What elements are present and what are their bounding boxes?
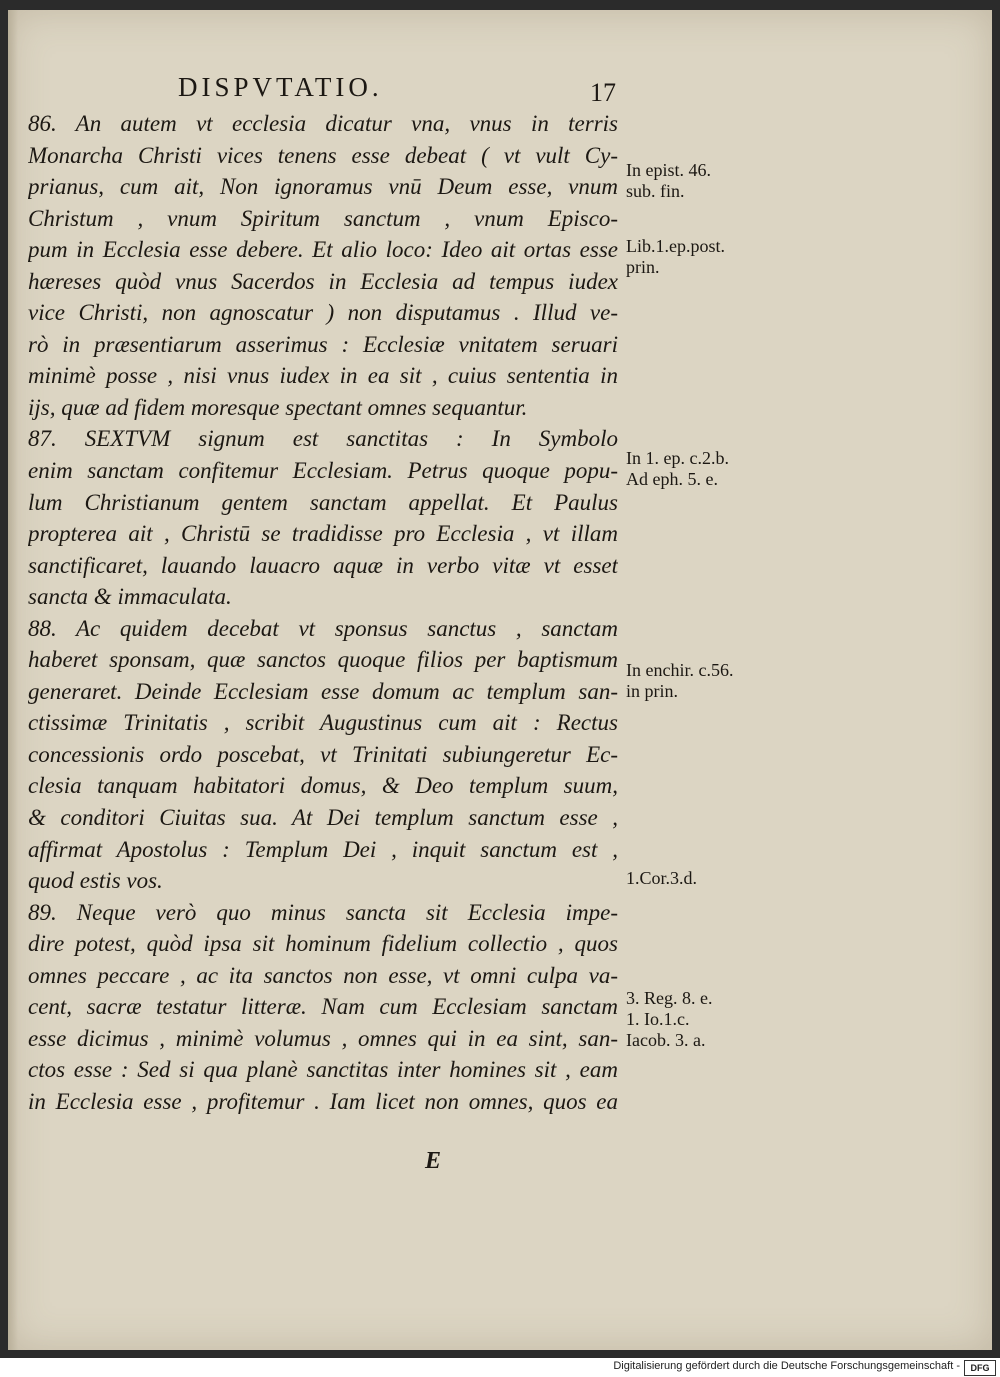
text-line: lum Christianum gentem sanctam appellat. Et Paulus (28, 489, 618, 515)
text-line: quod estis vos. (28, 868, 163, 894)
text-line: & conditori Ciuitas sua. At Dei templum sanctum esse , (28, 805, 618, 831)
text-line: generaret. Deinde Ecclesiam esse domum ac templum san- (28, 678, 618, 704)
text-line: rò in præsentiarum asserimus : Ecclesiæ vnitatem seruari (28, 331, 618, 357)
text-line: Monarcha Christi vices tenens esse debeat ( vt vult Cy- (28, 142, 618, 168)
text-line: in Ecclesia esse , profitemur . Iam licet non omnes, quos ea (28, 1088, 618, 1114)
margin-note-lib-1 (626, 236, 776, 278)
text-line: vice Christi, non agnoscatur ) non disputamus . Illud ve- (28, 300, 618, 326)
text-line: 89. Neque verò quo minus sancta sit Ecclesia impe- (28, 899, 618, 925)
text-line: 87. SEXTVM signum est sanctitas : In Symbolo (28, 426, 618, 452)
running-head: DISPVTATIO. (178, 72, 383, 102)
body-text (28, 108, 618, 1118)
text-line: enim sanctam confitemur Ecclesiam. Petrus quoque popu- (28, 458, 618, 484)
text-line: clesia tanquam habitatori domus, & Deo templum suum, (28, 773, 618, 799)
margin-note-reg-io-iacob (626, 988, 776, 1051)
text-line: prianus, cum ait, Non ignoramus vnū Deum esse, vnum (28, 174, 618, 200)
margin-note-1-cor (626, 868, 776, 889)
dfg-logo-icon: DFG (964, 1360, 996, 1376)
margin-note-1-ep (626, 448, 776, 490)
margin-note-line: In 1. ep. c.2.b. (626, 448, 729, 468)
text-line: propterea ait , Christū se tradidisse pro Ecclesia , vt illam (28, 521, 618, 547)
margin-note-line: 3. Reg. 8. e. (626, 988, 713, 1008)
text-line: haberet sponsam, quæ sanctos quoque filios per baptismum (28, 647, 618, 673)
text-line: ijs, quæ ad fidem moresque spectant omnes sequantur. (28, 394, 528, 420)
text-line: hæreses quòd vnus Sacerdos in Ecclesia ad tempus iudex (28, 268, 618, 294)
text-line: pum in Ecclesia esse debere. Et alio loco: Ideo ait ortas esse (28, 237, 618, 263)
margin-note-line: sub. fin. (626, 181, 685, 201)
text-line: cent, sacræ testatur litteræ. Nam cum Ecclesiam sanctam (28, 994, 618, 1020)
text-line: sanctificaret, lauando lauacro aquæ in verbo vitæ vt esset (28, 552, 618, 578)
signature-mark: E (425, 1148, 442, 1174)
text-line: concessionis ordo poscebat, vt Trinitati subiungeretur Ec- (28, 741, 618, 767)
margin-note-line: In epist. 46. (626, 160, 711, 180)
text-line: esse dicimus , minimè volumus , omnes qui in ea sint, san- (28, 1025, 618, 1051)
margin-note-line: in prin. (626, 681, 678, 701)
page-number: 17 (590, 78, 616, 107)
footer-credit: Digitalisierung gefördert durch die Deutsche Forschungsgemeinschaft - (613, 1360, 960, 1372)
text-line: omnes peccare , ac ita sanctos non esse, vt omni culpa va- (28, 962, 618, 988)
text-line: affirmat Apostolus : Templum Dei , inquit sanctum est , (28, 836, 618, 862)
margin-note-line: prin. (626, 257, 660, 277)
text-line: dire potest, quòd ipsa sit hominum fidelium collectio , quos (28, 931, 618, 957)
margin-note-enchir (626, 660, 776, 702)
text-line: minimè posse , nisi vnus iudex in ea sit , cuius sententia in (28, 363, 618, 389)
margin-note-line: 1. Io.1.c. (626, 1009, 690, 1029)
page-gutter-shadow (8, 10, 18, 1350)
text-line: ctos esse : Sed si qua planè sanctitas inter homines sit , eam (28, 1057, 618, 1083)
text-line: 86. An autem vt ecclesia dicatur vna, vnus in terris (28, 111, 618, 136)
margin-note-line: Lib.1.ep.post. (626, 236, 725, 256)
text-line: Christum , vnum Spiritum sanctum , vnum Episco- (28, 205, 618, 231)
margin-note-line: Ad eph. 5. e. (626, 469, 718, 489)
text-line: ctissimæ Trinitatis , scribit Augustinus cum ait : Rectus (28, 710, 618, 736)
margin-note-line: 1.Cor.3.d. (626, 868, 698, 888)
margin-note-line: Iacob. 3. a. (626, 1030, 706, 1050)
margin-note-line: In enchir. c.56. (626, 660, 734, 680)
text-line: sancta & immaculata. (28, 584, 232, 610)
text-line: 88. Ac quidem decebat vt sponsus sanctus , sanctam (28, 615, 618, 641)
margin-note-epist-46 (626, 160, 776, 202)
